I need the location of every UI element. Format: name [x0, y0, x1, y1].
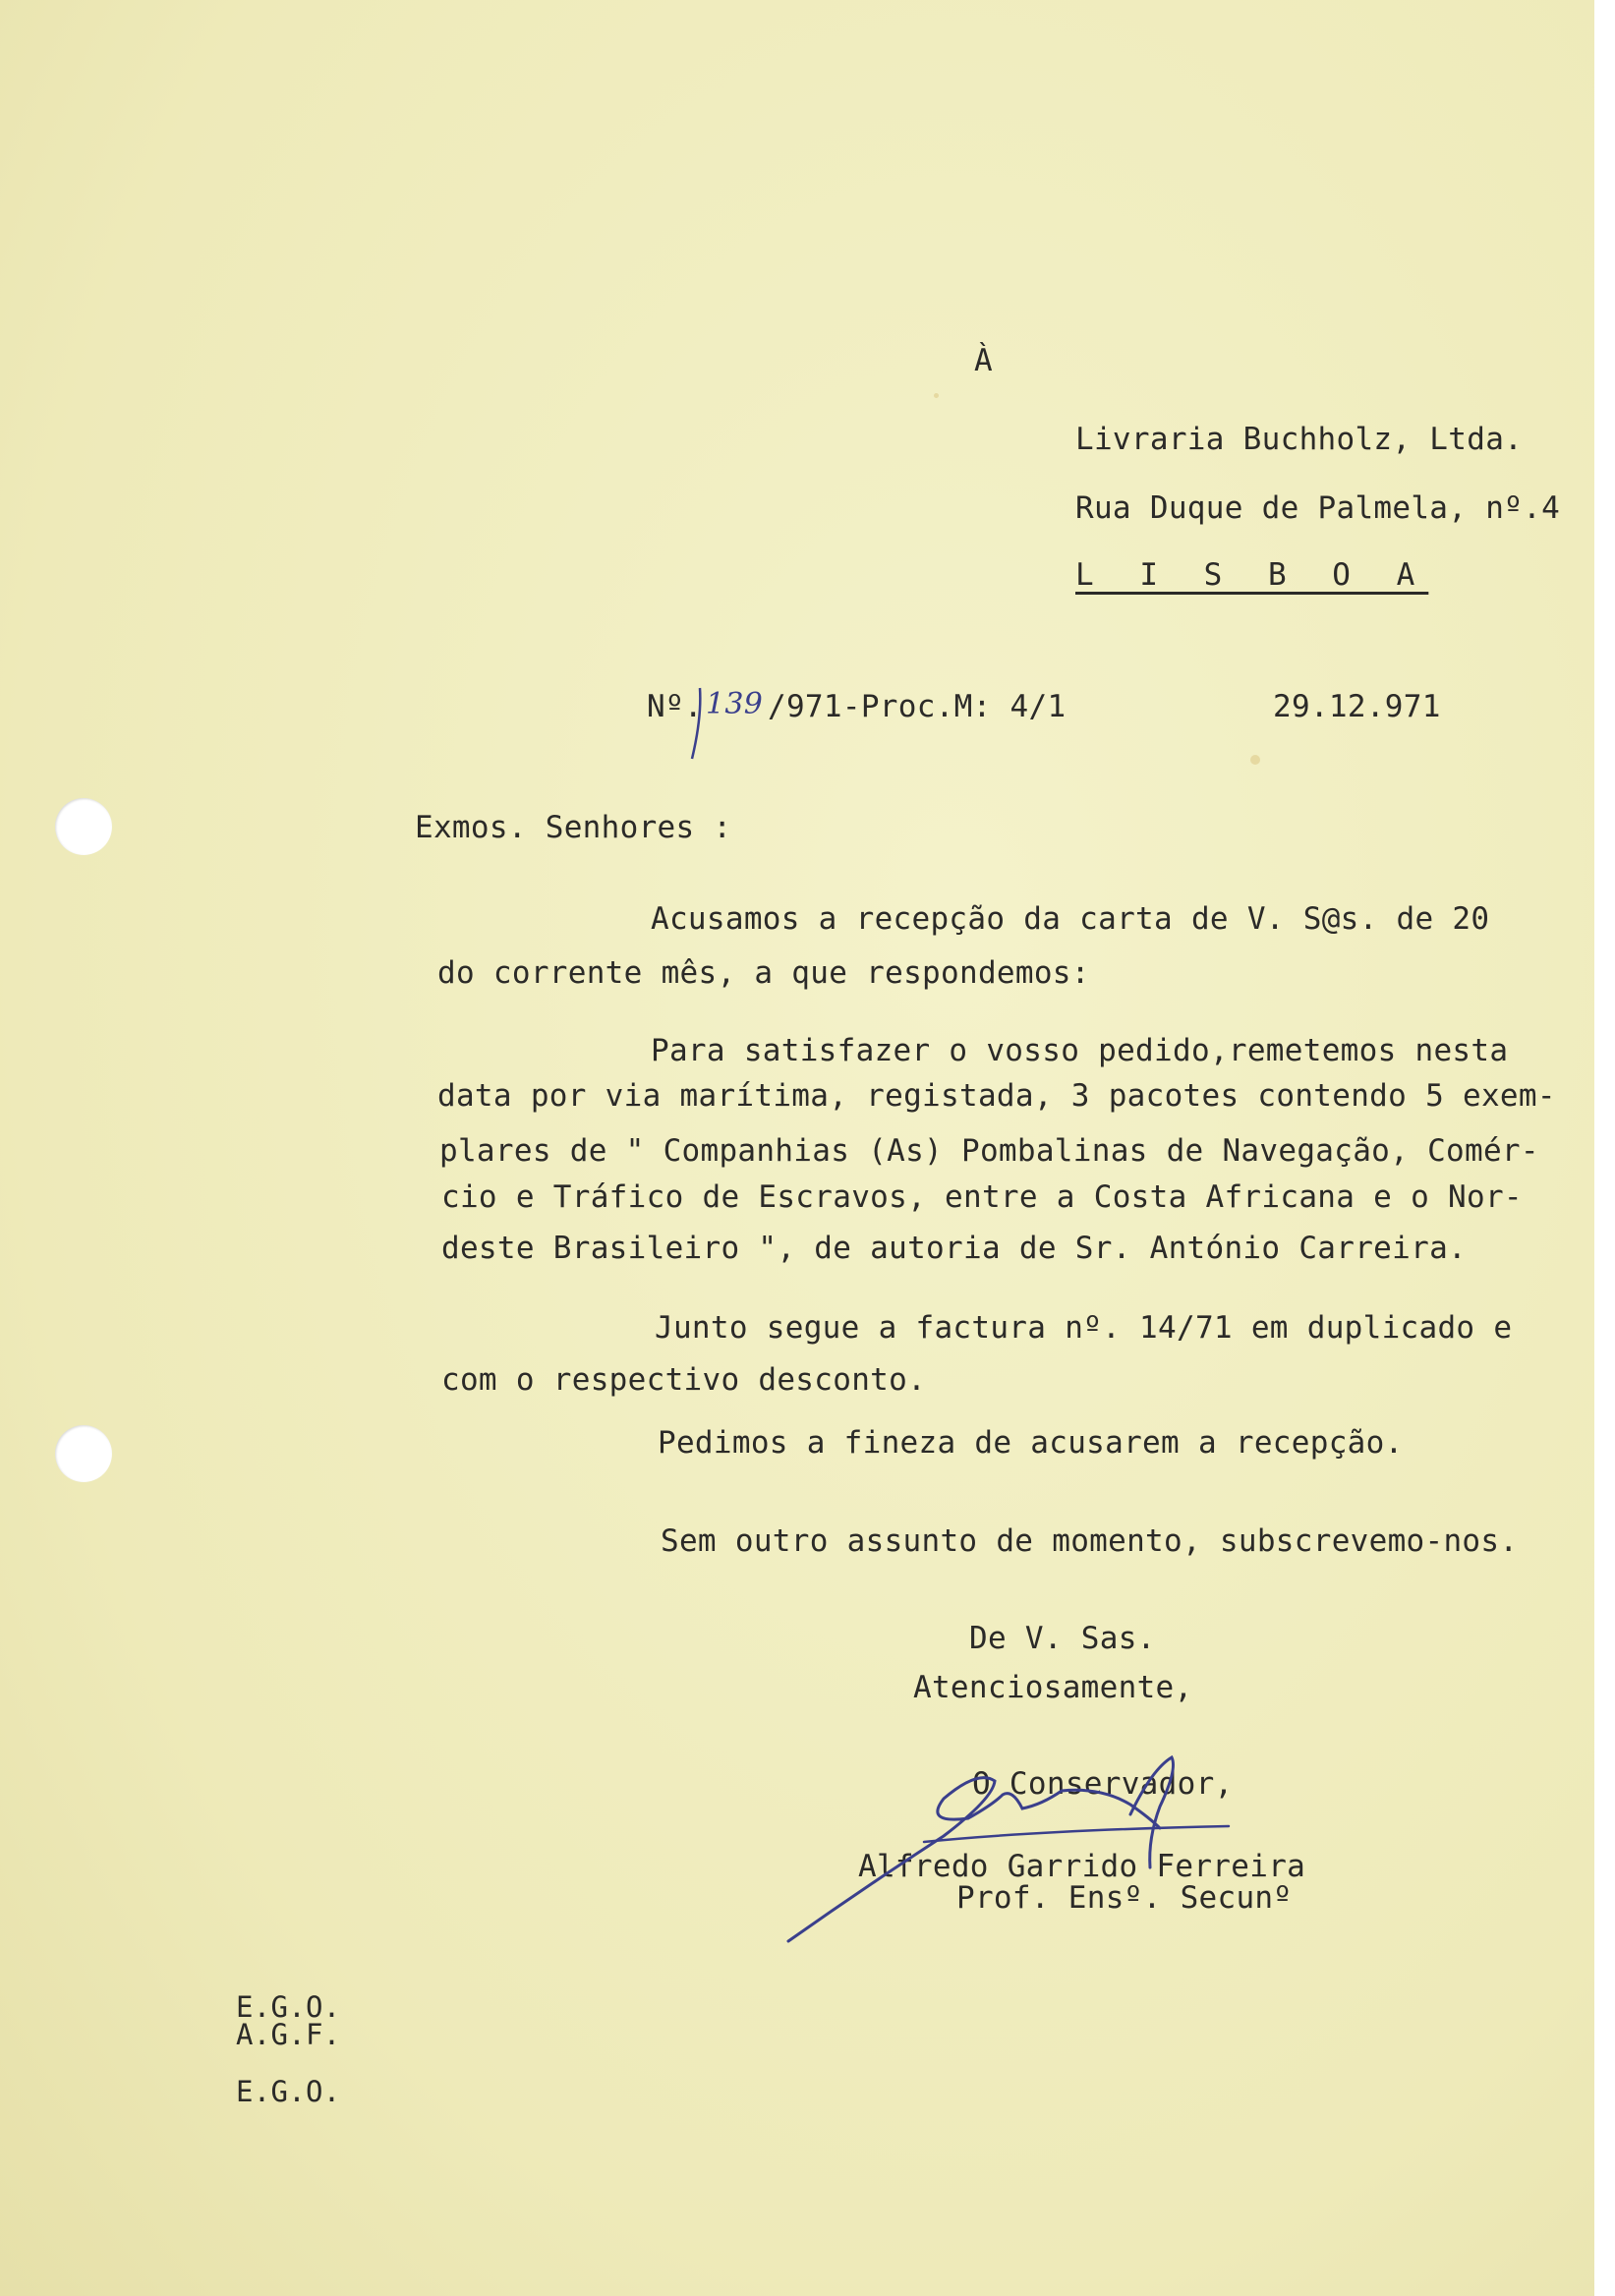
signatory-title: Prof. Ensº. Secunº — [956, 1880, 1293, 1916]
body-line: plares de " Companhias (As) Pombalinas de Navegação, Comér- — [439, 1133, 1539, 1169]
body-line: deste Brasileiro ", de autoria de Sr. António Carreira. — [441, 1231, 1467, 1266]
signature — [1130, 1757, 1174, 1867]
body-line: com o respectivo desconto. — [441, 1362, 927, 1398]
body-line: do corrente mês, a que respondemos: — [437, 955, 1090, 991]
initials-line: A.G.F. — [236, 2018, 341, 2051]
signatory-role: O Conservador, — [972, 1766, 1234, 1802]
reference-handwritten-number: 139 — [706, 687, 764, 721]
addressee-prefix: À — [974, 343, 993, 378]
signature — [924, 1826, 1229, 1842]
signature — [788, 1778, 1160, 1941]
body-line: data por via marítima, registada, 3 pacotes contendo 5 exem- — [437, 1078, 1556, 1114]
reference-number: /971-Proc.M: 4/1 — [768, 689, 1067, 724]
initials-line: E.G.O. — [236, 1990, 341, 2024]
addressee-street: Rua Duque de Palmela, nº.4 — [1075, 490, 1561, 526]
handwritten-stroke — [692, 688, 700, 759]
initials-line: E.G.O. — [236, 2075, 341, 2108]
salutation: Exmos. Senhores : — [415, 810, 732, 845]
body-line: Pedimos a fineza de acusarem a recepção. — [658, 1425, 1404, 1461]
addressee-city: L I S B O A — [1075, 557, 1429, 593]
body-line: Sem outro assunto de momento, subscrevemo-nos. — [661, 1523, 1519, 1559]
closing-line: De V. Sas. — [969, 1621, 1156, 1656]
body-line: Junto segue a factura nº. 14/71 em duplicado e — [655, 1310, 1513, 1346]
closing-line: Atenciosamente, — [913, 1670, 1193, 1705]
addressee-company: Livraria Buchholz, Ltda. — [1075, 422, 1524, 457]
body-line: cio e Tráfico de Escravos, entre a Costa Africana e o Nor- — [441, 1179, 1523, 1215]
body-line: Acusamos a recepção da carta de V. S@s. de 20 — [651, 901, 1490, 937]
reference-prefix: Nº. — [647, 689, 703, 724]
scan-margin — [1594, 0, 1615, 2296]
signatory-name: Alfredo Garrido Ferreira — [858, 1849, 1306, 1884]
letter-date: 29.12.971 — [1273, 689, 1441, 724]
body-line: Para satisfazer o vosso pedido,remetemos nesta — [651, 1033, 1509, 1068]
